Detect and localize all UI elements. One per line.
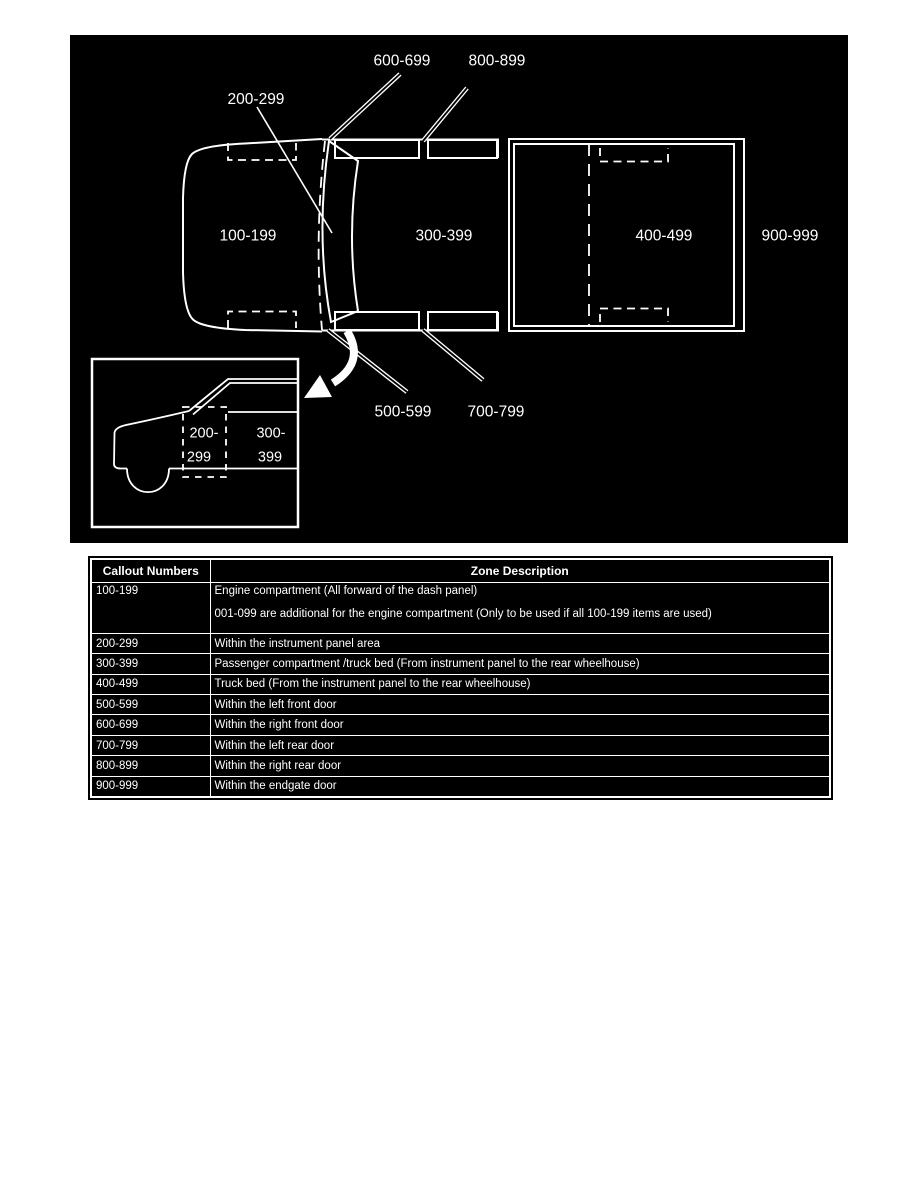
zone-diagram: [70, 35, 848, 543]
hood-front-dashed-top: [228, 143, 296, 160]
zone-label-200-299: 200-299: [227, 91, 285, 108]
table-header-row: [91, 559, 830, 583]
zone-labels: [220, 53, 819, 421]
description-cell: Within the right front door: [210, 715, 830, 735]
truck-bed-inner: [514, 144, 734, 326]
table-row: [91, 654, 830, 674]
callout-cell: 100-199: [91, 583, 210, 634]
description-cell: Truck bed (From the instrument panel to the rear wheelhouse): [210, 674, 830, 694]
description-cell: [210, 583, 830, 634]
callout-cell: 300-399: [91, 654, 210, 674]
windshield-shape: [322, 141, 358, 322]
description-cell: Within the instrument panel area: [210, 633, 830, 653]
callout-cell: 400-499: [91, 674, 210, 694]
callout-cell: 900-999: [91, 776, 210, 797]
zone-label-600-699: 600-699: [373, 52, 431, 70]
inset-box: [92, 359, 298, 527]
zone-label-800-899: 800-899: [468, 52, 526, 70]
zone-label-400-499: 400-499: [635, 227, 693, 245]
zone-label-500-599: 500-599: [374, 403, 432, 421]
table-row: [91, 756, 830, 776]
hood-front-dashed-bottom: [228, 312, 296, 329]
inset-label-300-line1: 300-: [256, 425, 286, 442]
left-rear-door-shape: [428, 312, 497, 330]
table-row: [91, 735, 830, 755]
zone-diagram-box: [70, 35, 848, 543]
header-callout-numbers: Callout Numbers: [91, 559, 210, 583]
description-cell: Within the left rear door: [210, 735, 830, 755]
callout-cell: 600-699: [91, 715, 210, 735]
zone-label-300-399: 300-399: [415, 227, 473, 245]
table-row: [91, 633, 830, 653]
right-front-door-shape: [335, 140, 419, 158]
header-zone-description: Zone Description: [210, 559, 830, 583]
callout-cell: 500-599: [91, 695, 210, 715]
description-cell: Passenger compartment /truck bed (From instrument panel to the rear wheelhouse): [210, 654, 830, 674]
description-line-1: Engine compartment (All forward of the dash panel): [214, 585, 478, 597]
table-row: [91, 776, 830, 797]
callout-cell: 700-799: [91, 735, 210, 755]
zone-label-700-799: 700-799: [467, 403, 525, 421]
inset-label-200-line2: 299: [186, 449, 212, 466]
table-row: [91, 583, 830, 634]
description-line-2: 001-099 are additional for the engine compartment (Only to be used if all 100-199 items are used): [214, 608, 712, 620]
leader-line-200-299: [257, 107, 332, 233]
callout-zone-table: [90, 558, 831, 798]
wheelhouse-dashed-bottom: [600, 309, 668, 323]
inset-pointer-arrow: [304, 331, 354, 398]
zone-table-container: [88, 556, 833, 800]
table-row: [91, 674, 830, 694]
description-cell: Within the right rear door: [210, 756, 830, 776]
description-cell: Within the left front door: [210, 695, 830, 715]
inset-label-300-line2: 399: [257, 449, 283, 466]
inset-label-200-line1: 200-: [189, 425, 219, 442]
callout-cell: 800-899: [91, 756, 210, 776]
right-rear-door-shape: [428, 140, 497, 158]
table-row: [91, 715, 830, 735]
truck-bed-outer: [509, 139, 744, 331]
zone-label-100-199: 100-199: [219, 227, 277, 245]
wheelhouse-dashed-top: [600, 148, 668, 162]
description-cell: Within the endgate door: [210, 776, 830, 797]
zone-label-900-999: 900-999: [761, 227, 819, 245]
table-row: [91, 695, 830, 715]
callout-cell: 200-299: [91, 633, 210, 653]
